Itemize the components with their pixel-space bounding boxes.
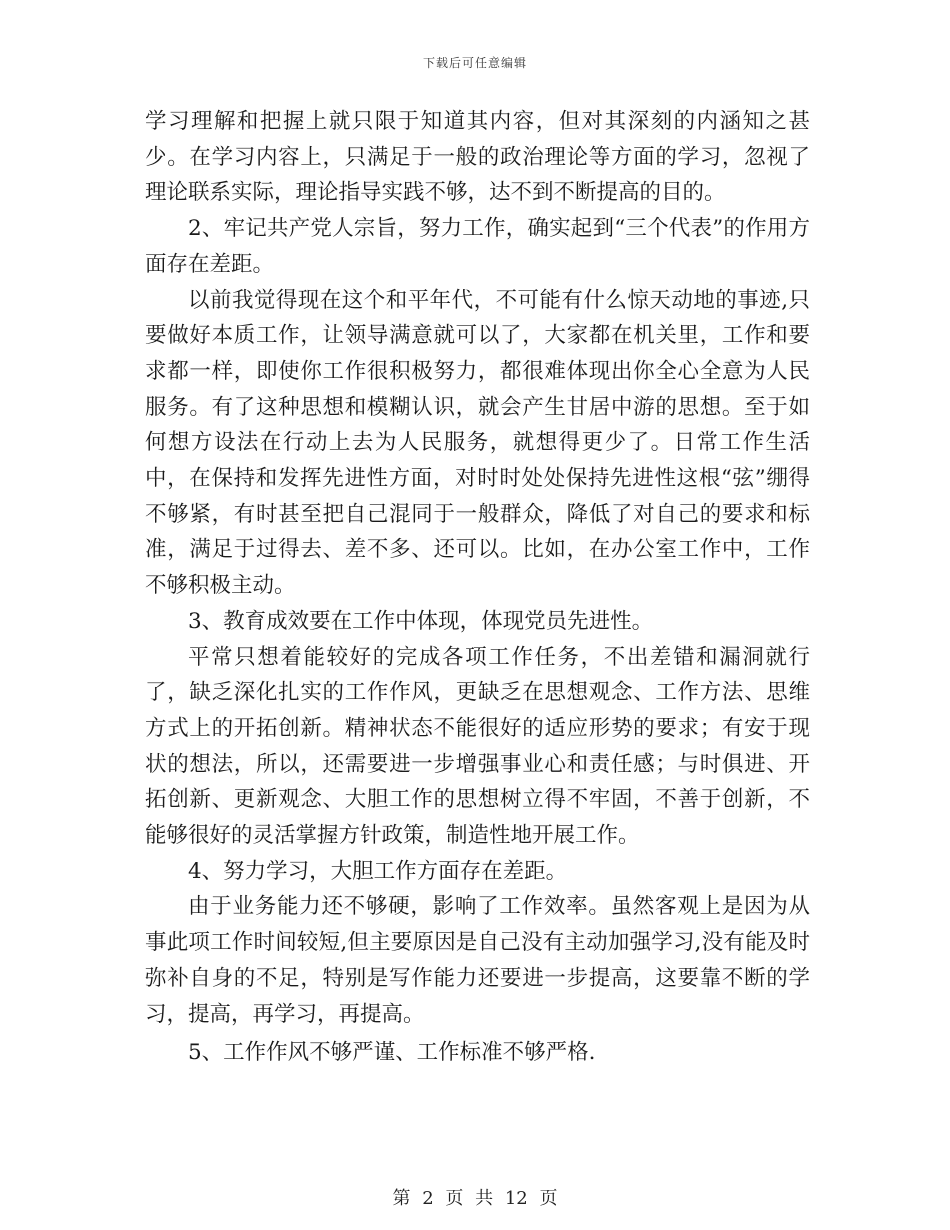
paragraph-1: 学习理解和把握上就只限于知道其内容，但对其深刻的内涵知之甚少。在学习内容上，只满足于一般的政治理论等方面的学习，忽视了理论联系实际，理论指导实践不够，达不到不断提高的目的。 bbox=[145, 109, 810, 206]
paragraph-2-heading: 2、牢记共产党人宗旨，努力工作，确实起到“三个代表”的作用方面存在差距。 bbox=[145, 216, 810, 277]
paragraph-7: 由于业务能力还不够硬，影响了工作效率。虽然客观上是因为从事此项工作时间较短,但主要原因是自己没有主动加强学习,没有能及时弥补自身的不足，特别是写作能力还要进一步提高，这要靠不断的学习，提高，再学习，再提高。 bbox=[145, 894, 810, 1027]
paragraph-6-heading: 4、努力学习，大胆工作方面存在差距。 bbox=[188, 858, 568, 884]
paragraph-8-heading: 5、工作作风不够严谨、工作标准不够严格. bbox=[188, 1040, 596, 1066]
paragraph-3: 以前我觉得现在这个和平年代，不可能有什么惊天动地的事迹,只要做好本质工作，让领导满意就可以了，大家都在机关里，工作和要求都一样，即使你工作很积极努力，都很难体现出你全心全意为人民服务。有了这种思想和模糊认识，就会产生甘居中游的思想。至于如何想方设法在行动上去为人民服务，就想得更少了。日常工作生活中，在保持和发挥先进性方面，对时时处处保持先进性这根“弦”绷得不够紧，有时甚至把自己混同于一般群众，降低了对自己的要求和标准，满足于过得去、差不多、还可以。比如，在办公室工作中，工作不够积极主动。 bbox=[145, 287, 810, 599]
document-body bbox=[145, 104, 810, 1071]
page-number-footer: 第 2 页 共 12 页 bbox=[392, 1188, 558, 1209]
paragraph-5: 平常只想着能较好的完成各项工作任务，不出差错和漏洞就行了，缺乏深化扎实的工作作风，更缺乏在思想观念、工作方法、思维方式上的开拓创新。精神状态不能很好的适应形势的要求；有安于现状的想法，所以，还需要进一步增强事业心和责任感；与时俱进、开拓创新、更新观念、大胆工作的思想树立得不牢固，不善于创新，不能够很好的灵活掌握方针政策，制造性地开展工作。 bbox=[145, 644, 810, 849]
page-header: 下载后可任意编辑 bbox=[422, 56, 527, 70]
paragraph-4-heading: 3、教育成效要在工作中体现，体现党员先进性。 bbox=[188, 608, 654, 634]
